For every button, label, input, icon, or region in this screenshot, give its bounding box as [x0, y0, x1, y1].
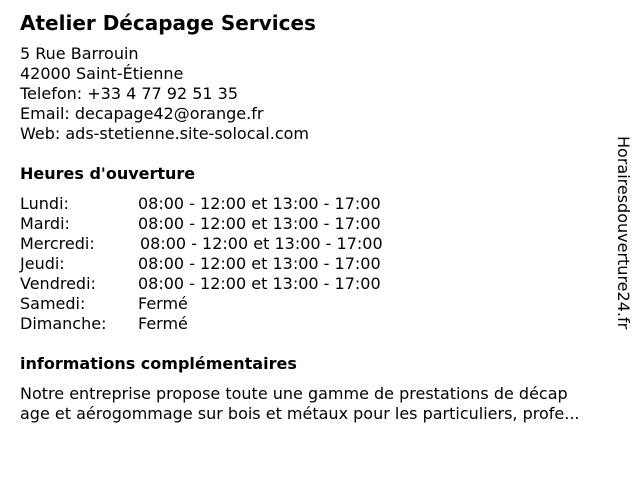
opening-hours-heading: Heures d'ouverture — [20, 164, 196, 183]
opening-hours-table — [20, 194, 440, 334]
hours-row-tuesday — [20, 214, 440, 234]
hours-row-friday — [20, 274, 440, 294]
hours-row-wednesday — [20, 234, 440, 254]
address-block — [20, 44, 309, 144]
additional-info-heading: informations complémentaires — [20, 354, 297, 373]
hours-day-label: Mardi: — [20, 214, 70, 233]
hours-day-label: Samedi: — [20, 294, 86, 313]
street-address: 5 Rue Barrouin — [20, 44, 139, 63]
website-address: Web: ads-stetienne.site-solocal.com — [20, 124, 309, 143]
hours-day-label: Lundi: — [20, 194, 69, 213]
page-title: Atelier Décapage Services — [20, 11, 316, 35]
hours-row-monday — [20, 194, 440, 214]
description-line: Notre entreprise propose toute une gamme de prestations de décap — [20, 384, 568, 403]
additional-info-text — [20, 384, 632, 424]
hours-row-thursday — [20, 254, 440, 274]
site-watermark: Horairesdouverture24.fr — [614, 136, 633, 330]
hours-time-value: Fermé — [138, 314, 188, 333]
hours-row-saturday — [20, 294, 440, 314]
hours-time-value: 08:00 - 12:00 et 13:00 - 17:00 — [138, 214, 381, 233]
hours-time-value: 08:00 - 12:00 et 13:00 - 17:00 — [138, 254, 381, 273]
hours-day-label: Mercredi: — [20, 234, 95, 253]
hours-day-label: Jeudi: — [20, 254, 65, 273]
hours-time-value: 08:00 - 12:00 et 13:00 - 17:00 — [138, 194, 381, 213]
hours-day-label: Vendredi: — [20, 274, 96, 293]
city-postal-code: 42000 Saint-Étienne — [20, 64, 184, 83]
hours-time-value: Fermé — [138, 294, 188, 313]
email-address: Email: decapage42@orange.fr — [20, 104, 264, 123]
hours-day-label: Dimanche: — [20, 314, 107, 333]
phone-number: Telefon: +33 4 77 92 51 35 — [20, 84, 239, 103]
description-line: age et aérogommage sur bois et métaux pour les particuliers, profe... — [20, 404, 580, 423]
hours-time-value: 08:00 - 12:00 et 13:00 - 17:00 — [140, 234, 383, 253]
hours-row-sunday — [20, 314, 440, 334]
hours-time-value: 08:00 - 12:00 et 13:00 - 17:00 — [138, 274, 381, 293]
